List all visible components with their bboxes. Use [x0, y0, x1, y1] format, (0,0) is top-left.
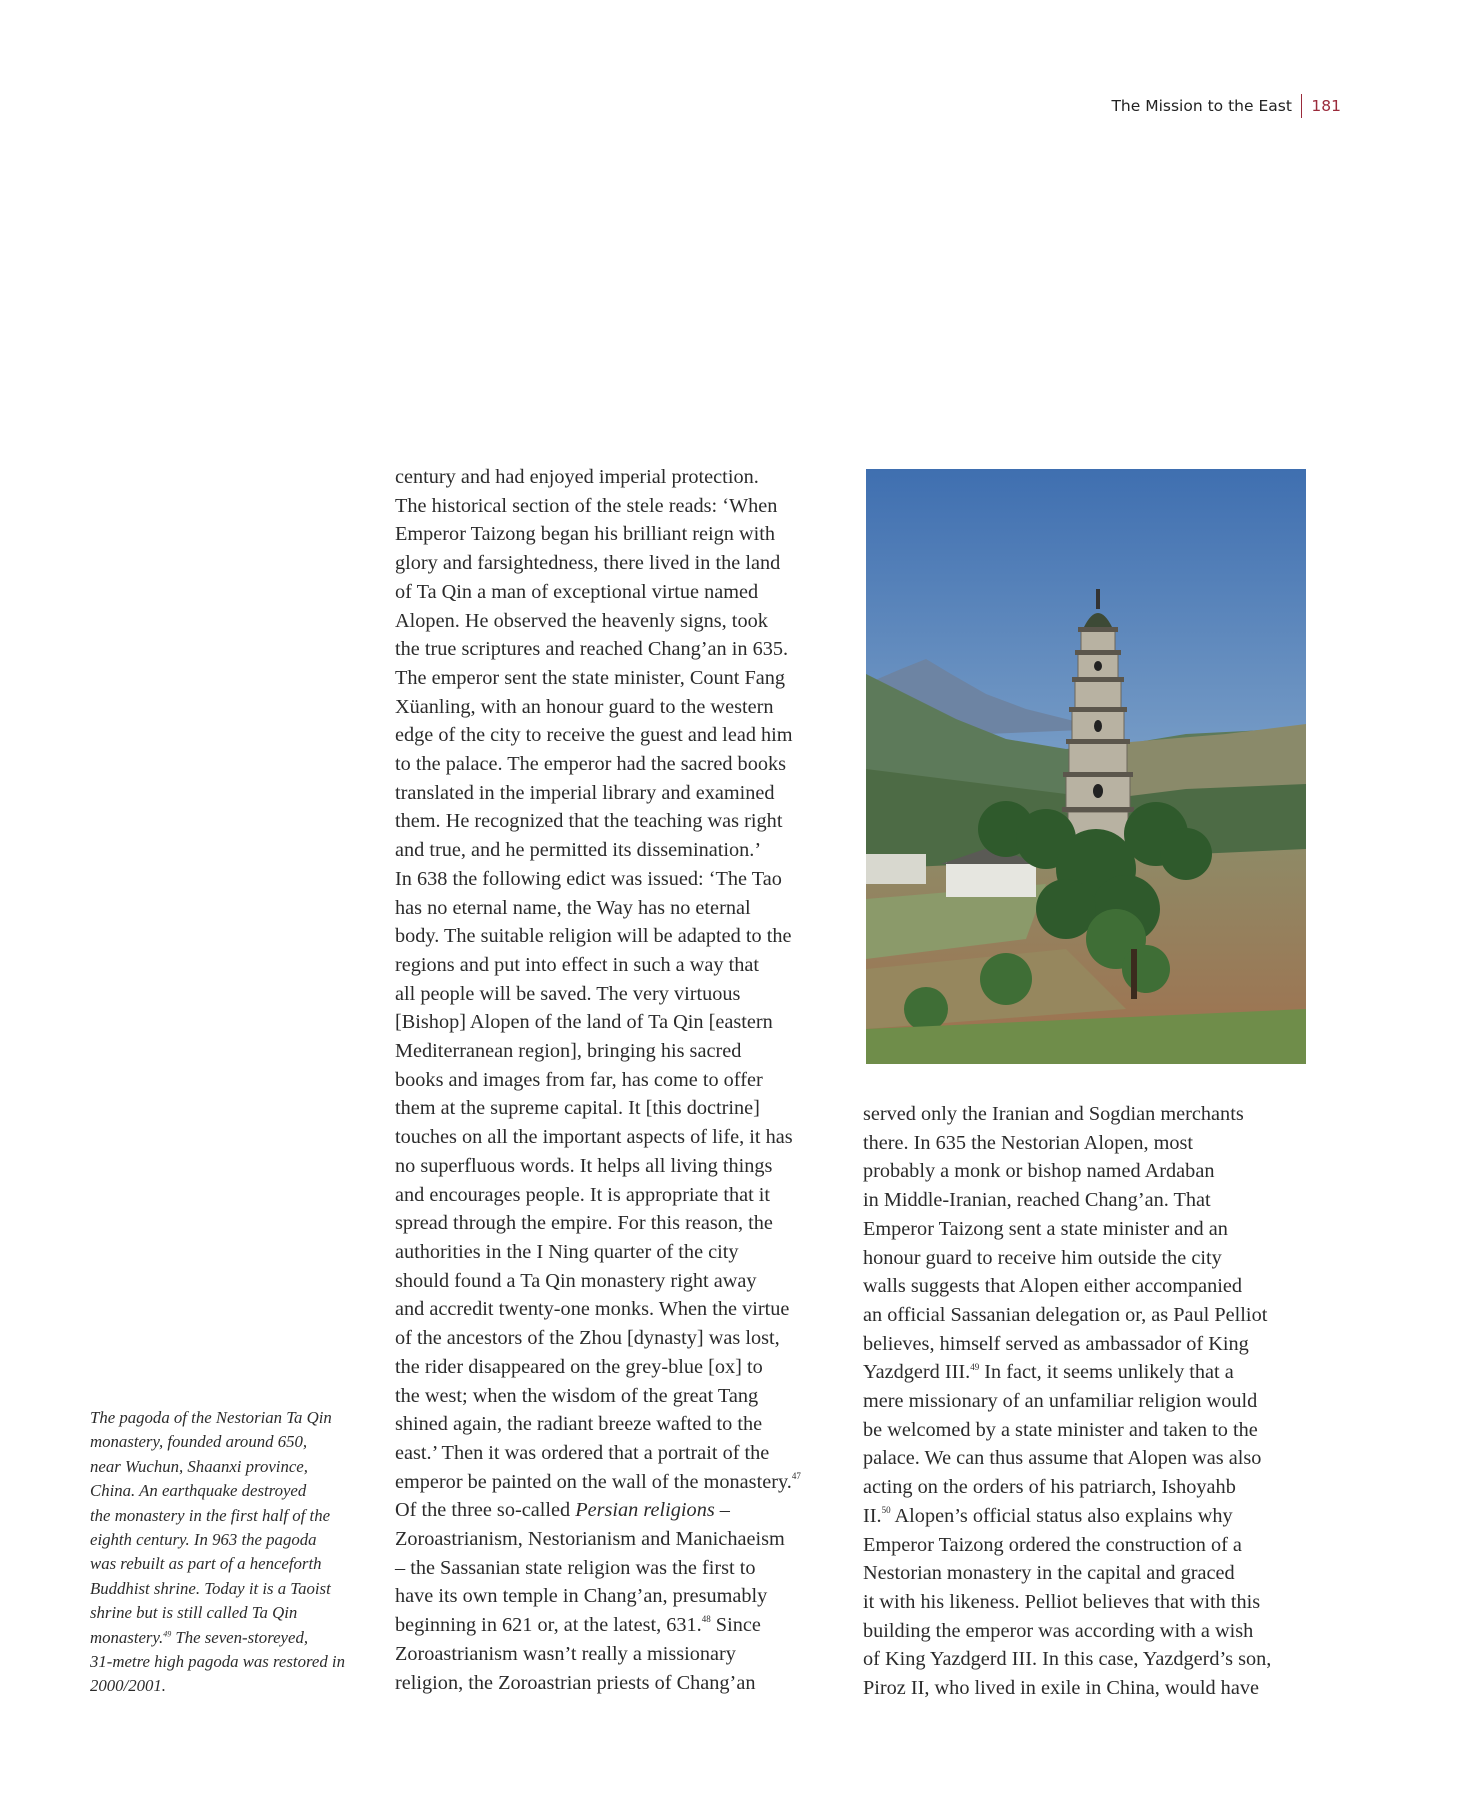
caption-line: monastery, founded around 650,: [90, 1432, 308, 1452]
text-line: building the emperor was according with a wish: [863, 1619, 1254, 1642]
text-line: of Ta Qin a man of exceptional virtue named: [395, 580, 759, 603]
footnote-ref[interactable]: 48: [701, 1614, 711, 1625]
caption-line: The pagoda of the Nestorian Ta Qin: [90, 1408, 332, 1427]
footnote-ref[interactable]: 47: [791, 1470, 801, 1481]
text-line: acting on the orders of his patriarch, Ishoyahb: [863, 1476, 1236, 1499]
text-line: the west; when the wisdom of the great Tang: [395, 1384, 759, 1407]
text-segment: –: [714, 1499, 730, 1522]
text-line: an official Sassanian delegation or, as Paul Pelliot: [863, 1303, 1268, 1326]
text-line: palace. We can thus assume that Alopen was also: [863, 1447, 1262, 1470]
text-line: walls suggests that Alopen either accompanied: [863, 1275, 1243, 1298]
text-line: Mediterranean region], bringing his sacred: [395, 1040, 742, 1063]
text-line: it with his likeness. Pelliot believes that with this: [863, 1590, 1261, 1613]
text-segment: The seven-storeyed,: [171, 1627, 309, 1647]
text-line: touches on all the important aspects of life, it has: [395, 1126, 793, 1149]
header-divider: [1301, 94, 1303, 118]
text-line: [863, 1358, 1315, 1387]
caption-line: [90, 1626, 365, 1650]
text-line: all people will be saved. The very virtuous: [395, 982, 741, 1005]
text-line: Zoroastrianism, Nestorianism and Manichaeism: [395, 1528, 785, 1551]
text-segment: In fact, it seems unlikely that a: [979, 1361, 1234, 1384]
text-line: Emperor Taizong sent a state minister and an: [863, 1217, 1228, 1240]
page-number: 181: [1311, 97, 1341, 115]
text-line: In 638 the following edict was issued: ‘The Tao: [395, 867, 782, 890]
italic-term: Persian religions: [575, 1499, 715, 1522]
text-line: [395, 1468, 840, 1497]
text-segment: Of the three so-called: [395, 1499, 576, 1522]
text-line: served only the Iranian and Sogdian merchants: [863, 1103, 1244, 1125]
section-title: The Mission to the East: [1111, 97, 1292, 115]
text-line: [395, 1611, 840, 1640]
text-line: be welcomed by a state minister and taken to the: [863, 1418, 1258, 1441]
text-line: of King Yazdgerd III. In this case, Yazdgerd’s son,: [863, 1648, 1272, 1671]
text-line: Emperor Taizong began his brilliant reign with: [395, 523, 776, 546]
footnote-ref[interactable]: 49: [163, 1629, 172, 1639]
caption-line: 31-metre high pagoda was restored in: [90, 1652, 345, 1672]
caption-line: 2000/2001.: [90, 1676, 166, 1696]
right-text-column: [863, 1100, 1315, 1703]
text-segment: beginning in 621 or, at the latest, 631.: [395, 1614, 702, 1637]
text-line: Alopen. He observed the heavenly signs, took: [395, 609, 768, 632]
text-line: [Bishop] Alopen of the land of Ta Qin [eastern: [395, 1011, 773, 1034]
caption-line: the monastery in the first half of the: [90, 1505, 331, 1525]
text-line: have its own temple in Chang’an, presumably: [395, 1585, 768, 1608]
text-line: and encourages people. It is appropriate that it: [395, 1183, 771, 1206]
text-segment: Since: [710, 1614, 761, 1637]
text-line: them at the supreme capital. It [this doctrine]: [395, 1097, 760, 1120]
text-line: has no eternal name, the Way has no eternal: [395, 896, 751, 919]
text-line: in Middle-Iranian, reached Chang’an. That: [863, 1189, 1211, 1212]
text-line: religion, the Zoroastrian priests of Chang’an: [395, 1671, 756, 1694]
text-line: there. In 635 the Nestorian Alopen, most: [863, 1131, 1194, 1154]
caption-line: shrine but is still called Ta Qin: [90, 1603, 298, 1623]
caption-line: China. An earthquake destroyed: [90, 1481, 307, 1501]
text-segment: Yazdgerd III.: [863, 1361, 971, 1384]
running-head: [1111, 94, 1341, 118]
text-line: edge of the city to receive the guest and lead him: [395, 724, 793, 747]
text-line: The emperor sent the state minister, Count Fang: [395, 666, 786, 689]
text-line: of the ancestors of the Zhou [dynasty] was lost,: [395, 1327, 780, 1350]
text-line: no superfluous words. It helps all living things: [395, 1154, 773, 1177]
text-line: – the Sassanian state religion was the first to: [395, 1556, 756, 1579]
main-text-column: [395, 463, 840, 1697]
photo-caption: [90, 1406, 365, 1699]
text-line: and accredit twenty-one monks. When the virtue: [395, 1298, 790, 1321]
text-segment: monastery.: [90, 1627, 164, 1647]
text-line: east.’ Then it was ordered that a portrait of the: [395, 1441, 770, 1464]
text-line: Emperor Taizong ordered the construction of a: [863, 1533, 1242, 1556]
text-line: to the palace. The emperor had the sacred books: [395, 753, 787, 776]
text-line: mere missionary of an unfamiliar religion would: [863, 1390, 1258, 1413]
text-line: spread through the empire. For this reason, the: [395, 1212, 773, 1235]
text-line: honour guard to receive him outside the city: [863, 1246, 1222, 1269]
text-line: books and images from far, has come to offer: [395, 1068, 763, 1091]
footnote-ref[interactable]: 49: [970, 1361, 980, 1372]
text-line: regions and put into effect in such a way that: [395, 953, 760, 976]
text-line: glory and farsightedness, there lived in the land: [395, 552, 781, 575]
text-line: body. The suitable religion will be adapted to the: [395, 925, 792, 948]
text-line: Nestorian monastery in the capital and graced: [863, 1562, 1235, 1585]
text-line: the true scriptures and reached Chang’an in 635.: [395, 638, 789, 661]
text-line: [395, 1496, 840, 1525]
text-line: century and had enjoyed imperial protection.: [395, 466, 759, 488]
pagoda-photo: [866, 469, 1306, 1064]
caption-line: was rebuilt as part of a henceforth: [90, 1554, 322, 1574]
text-line: and true, and he permitted its dissemination.’: [395, 839, 762, 862]
text-line: authorities in the I Ning quarter of the city: [395, 1240, 739, 1263]
text-line: shined again, the radiant breeze wafted to the: [395, 1413, 763, 1436]
text-segment: emperor be painted on the wall of the monastery.: [395, 1470, 792, 1493]
caption-line: Buddhist shrine. Today it is a Taoist: [90, 1578, 331, 1598]
text-line: [863, 1502, 1315, 1531]
text-line: probably a monk or bishop named Ardaban: [863, 1160, 1215, 1183]
footnote-ref[interactable]: 50: [881, 1505, 891, 1516]
text-segment: Alopen’s official status also explains why: [890, 1504, 1233, 1527]
text-line: Zoroastrianism wasn’t really a missionary: [395, 1642, 736, 1665]
text-line: them. He recognized that the teaching was right: [395, 810, 783, 833]
text-line: believes, himself served as ambassador of King: [863, 1332, 1249, 1355]
text-line: translated in the imperial library and examined: [395, 781, 775, 804]
caption-line: near Wuchun, Shaanxi province,: [90, 1456, 308, 1476]
text-line: should found a Ta Qin monastery right away: [395, 1269, 757, 1292]
text-line: the rider disappeared on the grey-blue [ox] to: [395, 1355, 763, 1378]
text-line: Xüanling, with an honour guard to the western: [395, 695, 774, 718]
text-segment: II.: [863, 1504, 882, 1527]
pagoda-illustration: [866, 469, 1306, 1064]
text-line: The historical section of the stele reads: ‘When: [395, 494, 778, 517]
text-line: Piroz II, who lived in exile in China, would have: [863, 1677, 1259, 1700]
caption-line: eighth century. In 963 the pagoda: [90, 1530, 317, 1550]
